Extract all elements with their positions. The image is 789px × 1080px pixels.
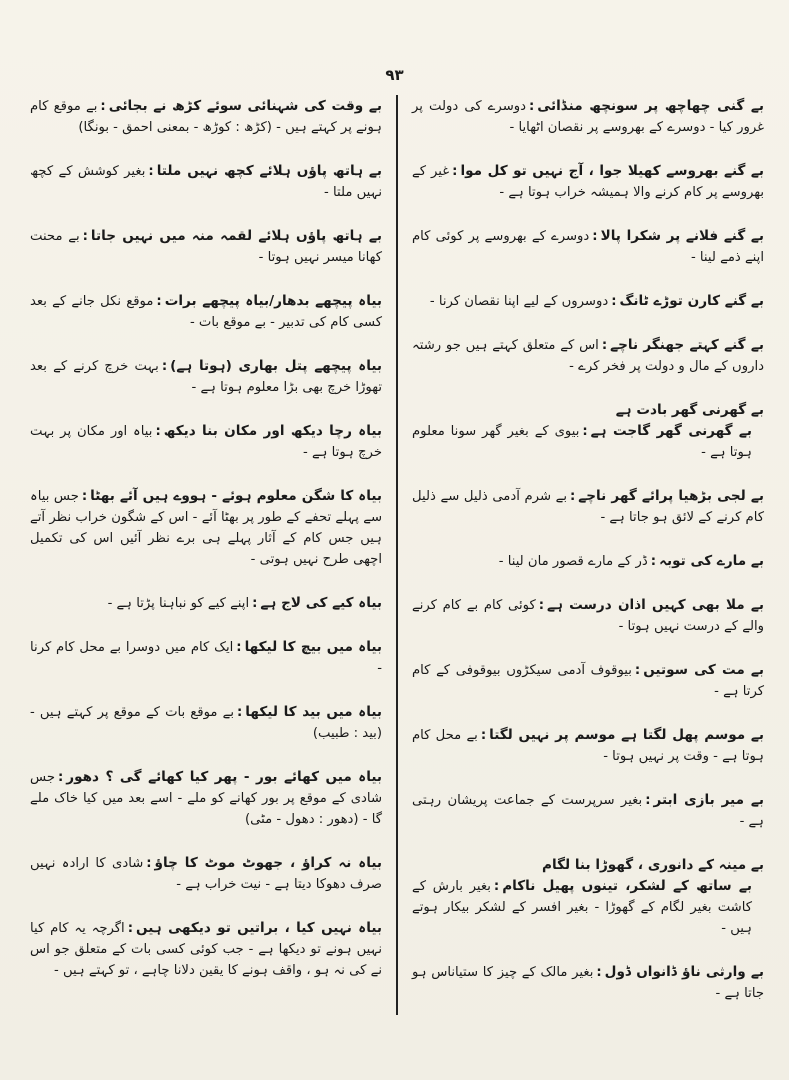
entry-headword: بیاہ پیچھے بدھار/بیاہ پیچھے برات [164, 293, 382, 309]
entry-meaning: بے شرم آدمی ذلیل سے ذلیل کام کرنے کے لائق ہو جاتا ہے - [412, 489, 764, 525]
entry-meaning: بغیر بارش کے کاشت بغیر لگام کے گھوڑا - بغیر افسر کے لشکر بیکار ہوتے ہیں - [412, 879, 752, 936]
entry: بیاہ نہ کراؤ ، جھوٹ موٹ کا چاؤ:شادی کا ارادہ نہیں صرف دھوکا دیتا ہے - نیت خراب ہے - [30, 855, 382, 892]
entry-headword: بے مارے کی توبہ [659, 553, 764, 569]
entry: بے موسم پھل لگتا ہے موسم پر نہیں لگتا:بے محل کام ہوتا ہے - وقت پر نہیں ہوتا - [412, 727, 764, 764]
right-column [412, 96, 764, 1027]
entry-headword: بیاہ میں بید کا لیکھا [245, 704, 382, 720]
entry-headword: بیاہ نہ کراؤ ، جھوٹ موٹ کا چاؤ [154, 855, 382, 871]
entry-headword: بے گنی چھاچھ پر سونچھ منڈائی [537, 98, 764, 114]
entry-meaning: دوسروں کے لیے اپنا نقصان کرنا - [429, 294, 609, 309]
entry: بے ہاتھ پاؤں ہلائے لقمہ منہ میں نہیں جاتا:بے محنت کھانا میسر نہیں ہوتا - [30, 228, 382, 265]
entry-sub-headword: بے گھرنی گھر گاجت ہے [590, 423, 752, 439]
entry-headword: بیاہ پیچھے پتل بھاری (ہوتا ہے) [170, 358, 382, 374]
entry: بے وقت کی شہنائی سوئے کڑھ نے بجائی:بے موقع کام ہونے پر کہتے ہیں - (کڑھ : کوڑھ - بمعنی احمق - بونگا) [30, 98, 382, 135]
entry-meaning: بے محنت کھانا میسر نہیں ہوتا - [30, 229, 382, 265]
entry: بیاہ پیچھے پتل بھاری (ہوتا ہے):بہت خرچ کرنے کے بعد تھوڑا خرچ بھی بڑا معلوم ہوتا ہے - [30, 358, 382, 395]
entry-meaning: بیوقوف آدمی سیکڑوں بیوقوفی کے کام کرتا ہے - [412, 663, 764, 699]
entry-meaning: موقع نکل جانے کے بعد کسی کام کی تدبیر - بے موقع بات - [30, 294, 382, 330]
entry-meaning: بے موقع کام ہونے پر کہتے ہیں - (کڑھ : کوڑھ - بمعنی احمق - بونگا) [30, 99, 382, 135]
left-column [30, 96, 382, 1004]
entry-sub-headword: بے ساتھ کے لشکر، تینوں پھیل ناکام [502, 878, 752, 894]
entry-meaning: کوئی کام بے کام کرنے والے کے درست نہیں ہوتا - [412, 598, 764, 634]
entry-headword: بے ہاتھ پاؤں ہلائے لقمہ منہ میں نہیں جاتا [90, 228, 382, 244]
entry-meaning: دوسرے کے بھروسے پر کوئی کام اپنے ذمے لینا - [412, 229, 764, 265]
entry-headword: بیاہ نہیں کیا ، براتیں تو دیکھی ہیں [135, 920, 382, 936]
entry-meaning: ڈر کے مارے قصور مان لینا - [498, 554, 648, 569]
entry: بیاہ میں کھائے بور - پھر کیا کھائے گی ؟ دھور:جس شادی کے موقع پر بور کھانے کو ملے - اسے بعد میں کیا خاک ملے گا - (دھور : دھول - مٹی) [30, 769, 382, 827]
entry: بے گنی چھاچھ پر سونچھ منڈائی:دوسرے کی دولت پر غرور کیا - دوسرے کے بھروسے پر نقصان اٹھایا - [412, 98, 764, 135]
entry-meaning: جس شادی کے موقع پر بور کھانے کو ملے - اسے بعد میں کیا خاک ملے گا - (دھور : دھول - مٹی) [30, 770, 382, 827]
entry: بیاہ رچا دیکھ اور مکان بنا دیکھ:بیاہ اور مکان پر بہت خرچ ہوتا ہے - [30, 423, 383, 460]
entry-meaning: بہت خرچ کرنے کے بعد تھوڑا خرچ بھی بڑا معلوم ہوتا ہے - [30, 359, 382, 395]
entry-meaning: غیر کے بھروسے پر کام کرنے والا ہمیشہ خراب ہوتا ہے - [412, 164, 764, 200]
entry: بے مینہ کے دانوری ، گھوڑا بنا لگام بے ساتھ کے لشکر، تینوں پھیل ناکام:بغیر بارش کے کاشت بغیر لگام کے گھوڑا - بغیر افسر کے لشکر بیکار ہوتے ہیں - [412, 857, 764, 936]
entry-meaning: اپنے کیے کو نباہنا پڑتا ہے - [107, 596, 250, 611]
entry-headword: بے مت کی سوتیں [643, 662, 764, 678]
entry-meaning: بغیر سرپرست کے جماعت پریشان رہتی ہے - [412, 793, 764, 829]
entry-headword: بے گنے کہتے جھنگر ناچے [610, 337, 764, 353]
entry-meaning: بے محل کام ہوتا ہے - وقت پر نہیں ہوتا - [412, 728, 764, 764]
entry-meaning: شادی کا ارادہ نہیں صرف دھوکا دیتا ہے - نیت خراب ہے - [30, 856, 382, 892]
entry-meaning: دوسرے کی دولت پر غرور کیا - دوسرے کے بھروسے پر نقصان اٹھایا - [412, 99, 764, 135]
entry-meaning: بیوی کے بغیر گھر سونا معلوم ہوتا ہے - [412, 424, 752, 460]
entry: بیاہ کا شگن معلوم ہوئے - ہووے ہیں آئے بھٹا:جس بیاہ سے پہلے تحفے کے طور پر بھٹا آئے - اس کے شگون خراب نظر آتے ہیں جس کام کے آثار پہلے ہی برے نظر آئیں اس کی تکمیل اچھی طرح نہیں ہوتی - [30, 488, 382, 567]
entry-headword: بے گنے بھروسے کھیلا جوا ، آج نہیں تو کل موا [460, 163, 764, 179]
entry-meaning: بے موقع بات کے موقع پر کہتے ہیں - (بید : طبیب) [30, 705, 382, 741]
entry: بے وارثی ناؤ ڈانواں ڈول:بغیر مالک کے چیز کا ستیاناس ہو جاتا ہے - [412, 964, 765, 1001]
entry-headword: بیاہ کیے کی لاج ہے [260, 595, 382, 611]
entry: بے گھرنی گھر بادت ہے بے گھرنی گھر گاجت ہے:بیوی کے بغیر گھر سونا معلوم ہوتا ہے - [412, 402, 764, 460]
entry-headword: بیاہ کا شگن معلوم ہوئے - ہووے ہیں آئے بھٹا [90, 488, 382, 504]
entry: بے لجی بڑھیا پرائے گھر ناچے:بے شرم آدمی ذلیل سے ذلیل کام کرنے کے لائق ہو جاتا ہے - [412, 488, 764, 525]
entry-headword: بے گنے فلانے پر شکرا پالا [600, 228, 764, 244]
entry: بیاہ کیے کی لاج ہے:اپنے کیے کو نباہنا پڑتا ہے - [107, 595, 382, 611]
entry-meaning: بغیر مالک کے چیز کا ستیاناس ہو جاتا ہے - [412, 965, 764, 1001]
entry-headword: بے ہاتھ پاؤں ہلائے کچھ نہیں ملتا [156, 163, 382, 179]
entry-meaning: ایک کام میں دوسرا بے محل کام کرنا - [30, 640, 382, 676]
entry: بیاہ میں بید کا لیکھا:بے موقع بات کے موقع پر کہتے ہیں - (بید : طبیب) [30, 704, 382, 741]
entry-headword: بے ملا بھی کہیں اذان درست ہے [547, 597, 764, 613]
entry: بے گنے کارن توڑے ٹانگ:دوسروں کے لیے اپنا نقصان کرنا - [429, 293, 764, 309]
entry-meaning: بیاہ اور مکان پر بہت خرچ ہوتا ہے - [30, 424, 382, 460]
entry-meaning: بغیر کوشش کے کچھ نہیں ملتا - [30, 164, 382, 200]
page-number: ۹۳ [385, 66, 404, 84]
entry: بے ملا بھی کہیں اذان درست ہے:کوئی کام بے کام کرنے والے کے درست نہیں ہوتا - [412, 597, 764, 634]
entry-meaning: اگرچہ یہ کام کیا نہیں ہونے تو دیکھا ہے - جب کوئی کسی بات کے متعلق جو اس نے کی نہ ہو ، واقف ہونے کا یقین دلانا چاہے ، تو کہتے ہیں - [30, 921, 382, 978]
column-divider [396, 95, 398, 1015]
entry-headword: بیاہ میں کھائے بور - پھر کیا کھائے گی ؟ دھور [66, 769, 382, 785]
entry-headword: بے مینہ کے دانوری ، گھوڑا بنا لگام [542, 857, 764, 873]
entry-headword: بے گنے کارن توڑے ٹانگ [619, 293, 764, 309]
entry: بے مارے کی توبہ:ڈر کے مارے قصور مان لینا - [498, 553, 764, 569]
entry: بے ہاتھ پاؤں ہلائے کچھ نہیں ملتا:بغیر کوشش کے کچھ نہیں ملتا - [30, 163, 382, 200]
entry-headword: بے وقت کی شہنائی سوئے کڑھ نے بجائی [108, 98, 382, 114]
entry-headword: بیاہ رچا دیکھ اور مکان بنا دیکھ [163, 423, 383, 439]
entry: بیاہ نہیں کیا ، براتیں تو دیکھی ہیں:اگرچہ یہ کام کیا نہیں ہونے تو دیکھا ہے - جب کوئی کسی بات کے متعلق جو اس نے کی نہ ہو ، واقف ہونے کا یقین دلانا چاہے ، تو کہتے ہیں - [30, 920, 382, 978]
entry-meaning: اس کے متعلق کہتے ہیں جو رشتہ داروں کے مال و دولت پر فخر کرے - [412, 338, 764, 374]
entry: بے گنے بھروسے کھیلا جوا ، آج نہیں تو کل موا:غیر کے بھروسے پر کام کرنے والا ہمیشہ خراب ہوتا ہے - [412, 163, 764, 200]
entry: بے گنے فلانے پر شکرا پالا:دوسرے کے بھروسے پر کوئی کام اپنے ذمے لینا - [412, 228, 764, 265]
entry-headword: بے گھرنی گھر بادت ہے [615, 402, 764, 418]
entry-headword: بے وارثی ناؤ ڈانواں ڈول [604, 964, 765, 980]
entry: بیاہ پیچھے بدھار/بیاہ پیچھے برات:موقع نکل جانے کے بعد کسی کام کی تدبیر - بے موقع بات - [30, 293, 382, 330]
entry: بے مت کی سوتیں:بیوقوف آدمی سیکڑوں بیوقوفی کے کام کرتا ہے - [412, 662, 764, 699]
entry-meaning: جس بیاہ سے پہلے تحفے کے طور پر بھٹا آئے - اس کے شگون خراب نظر آتے ہیں جس کام کے آثار پہلے ہی برے نظر آئیں اس کی تکمیل اچھی طرح نہیں ہوتی - [30, 489, 382, 567]
entry: بے میر بازی ابتر:بغیر سرپرست کے جماعت پریشان رہتی ہے - [412, 792, 765, 829]
entry: بیاہ میں بیچ کا لیکھا:ایک کام میں دوسرا بے محل کام کرنا - [30, 639, 382, 676]
entry-headword: بے موسم پھل لگتا ہے موسم پر نہیں لگتا [489, 727, 764, 743]
entry: بے گنے کہتے جھنگر ناچے:اس کے متعلق کہتے ہیں جو رشتہ داروں کے مال و دولت پر فخر کرے - [412, 337, 764, 374]
entry-headword: بے میر بازی ابتر [653, 792, 765, 808]
entry-headword: بے لجی بڑھیا پرائے گھر ناچے [578, 488, 764, 504]
entry-headword: بیاہ میں بیچ کا لیکھا [244, 639, 382, 655]
